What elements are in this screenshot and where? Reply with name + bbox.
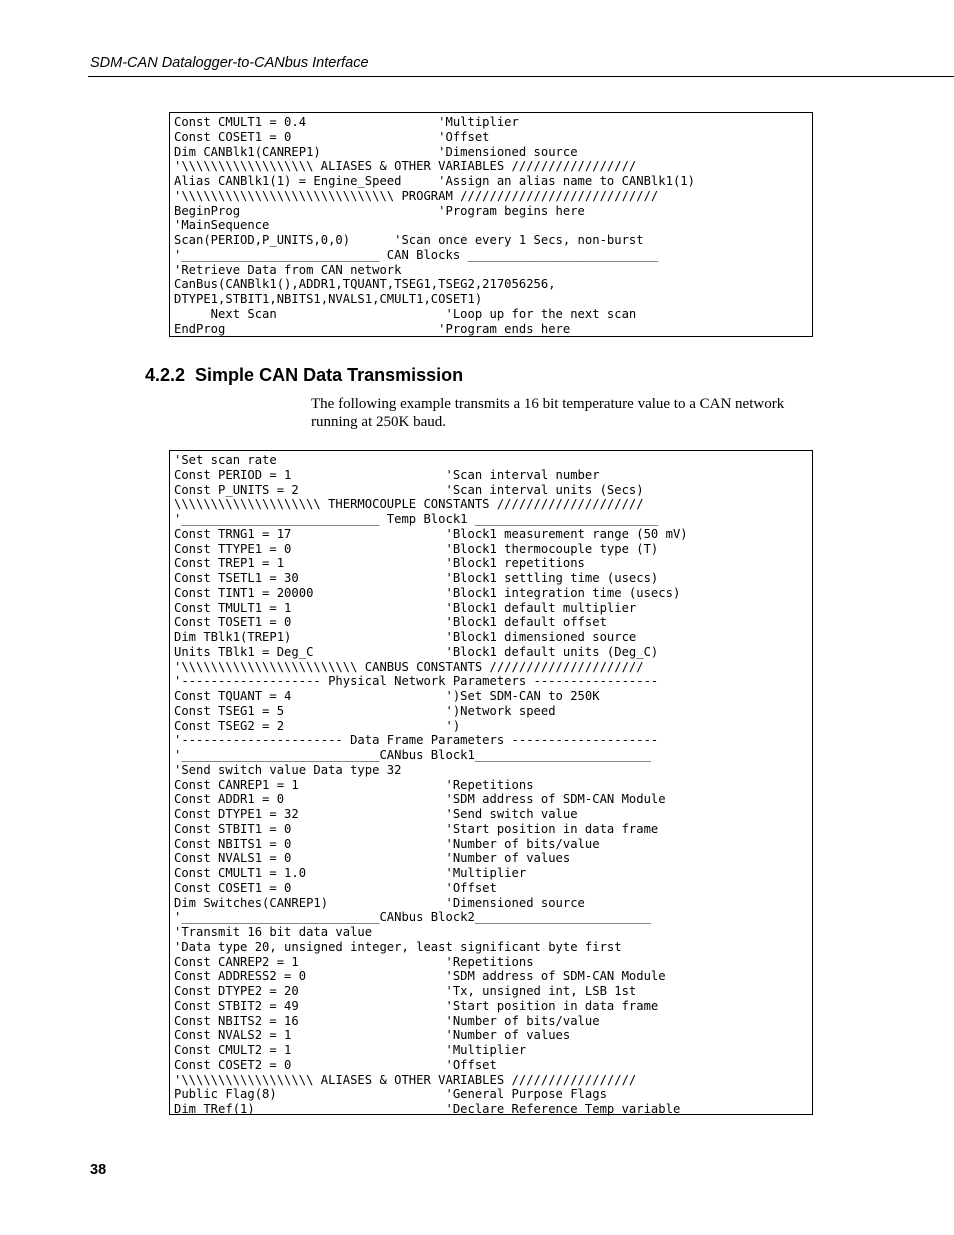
code-listing-1-line: '\\\\\\\\\\\\\\\\\\ ALIASES & OTHER VARIABLES /////////////////: [174, 159, 637, 174]
code-listing-2-line: '___________________________CANbus Block2________________________: [174, 910, 651, 925]
code-listing-1-line: 'Retrieve Data from CAN network: [174, 262, 402, 277]
code-listing-2-text: [174, 453, 812, 1117]
section-heading: [145, 365, 463, 386]
section-intro-paragraph: The following example transmits a 16 bit temperature value to a CAN network running at 250K baud.: [311, 396, 785, 430]
code-listing-2-line: Const CANREP2 = 1 'Repetitions: [174, 954, 534, 969]
code-listing-2-line: '------------------- Physical Network Parameters -----------------: [174, 674, 659, 689]
code-listing-2-line: '\\\\\\\\\\\\\\\\\\ ALIASES & OTHER VARIABLES /////////////////: [174, 1072, 637, 1087]
code-listing-2-line: Const NBITS2 = 16 'Number of bits/value: [174, 1013, 600, 1028]
code-listing-2-line: Const TSEG1 = 5 ')Network speed: [174, 703, 556, 718]
code-listing-2-line: 'Send switch value Data type 32: [174, 762, 402, 777]
code-listing-2-line: Const DTYPE1 = 32 'Send switch value: [174, 807, 578, 821]
code-listing-2-line: Const NVALS2 = 1 'Number of values: [174, 1028, 571, 1043]
code-listing-2-line: Dim TBlk1(TREP1) 'Block1 dimensioned source: [174, 630, 637, 644]
code-listing-2-line: Const TTYPE1 = 0 'Block1 thermocouple type (T): [174, 541, 659, 556]
code-listing-2-line: Const TOSET1 = 0 'Block1 default offset: [174, 615, 607, 630]
code-listing-2-line: '---------------------- Data Frame Parameters --------------------: [174, 733, 659, 748]
code-listing-2-line: Units TBlk1 = Deg_C 'Block1 default units (Deg_C): [174, 644, 659, 659]
code-listing-2-line: Const STBIT2 = 49 'Start position in data frame: [174, 998, 659, 1013]
code-listing-1-line: '\\\\\\\\\\\\\\\\\\\\\\\\\\\\\ PROGRAM ///////////////////////////: [174, 188, 659, 203]
code-listing-2: [169, 450, 813, 1115]
code-listing-2-line: '___________________________CANbus Block1________________________: [174, 748, 651, 762]
code-listing-2-line: Public Flag(8) 'General Purpose Flags: [174, 1087, 607, 1102]
code-listing-2-line: Const TREP1 = 1 'Block1 repetitions: [174, 556, 585, 571]
code-listing-2-line: Const CANREP1 = 1 'Repetitions: [174, 777, 534, 792]
code-listing-2-line: 'Set scan rate: [174, 453, 277, 467]
code-listing-2-line: 'Data type 20, unsigned integer, least significant byte first: [174, 939, 622, 954]
code-listing-1-line: DTYPE1,STBIT1,NBITS1,NVALS1,CMULT1,COSET1): [174, 292, 483, 306]
code-listing-2-line: Const TRNG1 = 17 'Block1 measurement range (50 mV): [174, 526, 688, 541]
code-listing-2-line: \\\\\\\\\\\\\\\\\\\\ THERMOCOUPLE CONSTANTS ////////////////////: [174, 497, 644, 512]
code-listing-2-line: Const DTYPE2 = 20 'Tx, unsigned int, LSB 1st: [174, 984, 637, 998]
code-listing-1-line: Const CMULT1 = 0.4 'Multiplier: [174, 115, 519, 129]
code-listing-2-line: Const CMULT1 = 1.0 'Multiplier: [174, 866, 527, 880]
code-listing-2-line: '\\\\\\\\\\\\\\\\\\\\\\\\ CANBUS CONSTANTS /////////////////////: [174, 659, 644, 674]
code-listing-2-line: Const NBITS1 = 0 'Number of bits/value: [174, 836, 600, 851]
code-listing-2-line: Const TINT1 = 20000 'Block1 integration time (usecs): [174, 585, 681, 600]
code-listing-2-line: Dim Switches(CANREP1) 'Dimensioned source: [174, 895, 585, 910]
header-rule: [88, 76, 954, 77]
code-listing-2-line: '___________________________ Temp Block1 _________________________: [174, 512, 659, 526]
code-listing-2-line: Const P_UNITS = 2 'Scan interval units (Secs): [174, 482, 644, 497]
code-listing-1-line: EndProg 'Program ends here: [174, 321, 571, 336]
section-title: Simple CAN Data Transmission: [195, 365, 464, 385]
code-listing-1-line: Const COSET1 = 0 'Offset: [174, 129, 490, 144]
code-listing-2-line: Const COSET2 = 0 'Offset: [174, 1057, 497, 1072]
code-listing-1-line: Scan(PERIOD,P_UNITS,0,0) 'Scan once every 1 Secs, non-burst: [174, 233, 644, 247]
code-listing-1-line: BeginProg 'Program begins here: [174, 203, 585, 218]
code-listing-2-line: Const ADDRESS2 = 0 'SDM address of SDM-CAN Module: [174, 969, 666, 984]
code-listing-1-text: [174, 115, 812, 336]
code-listing-2-line: Const STBIT1 = 0 'Start position in data frame: [174, 821, 659, 836]
section-number: 4.2.2: [145, 365, 186, 385]
code-listing-2-line: Const CMULT2 = 1 'Multiplier: [174, 1043, 527, 1057]
code-listing-1-line: Next Scan 'Loop up for the next scan: [174, 306, 637, 321]
code-listing-2-line: Const TMULT1 = 1 'Block1 default multiplier: [174, 600, 637, 615]
code-listing-2-line: Const TSETL1 = 30 'Block1 settling time (usecs): [174, 571, 659, 585]
code-listing-2-line: Const NVALS1 = 0 'Number of values: [174, 851, 571, 866]
code-listing-2-line: Dim TRef(1) 'Declare Reference Temp variable: [174, 1102, 681, 1116]
code-listing-2-line: Const TQUANT = 4 ')Set SDM-CAN to 250K: [174, 689, 600, 703]
code-listing-2-line: 'Transmit 16 bit data value: [174, 925, 373, 939]
code-listing-2-line: Const ADDR1 = 0 'SDM address of SDM-CAN Module: [174, 792, 666, 807]
code-listing-2-line: Const COSET1 = 0 'Offset: [174, 880, 497, 895]
code-listing-1-line: CanBus(CANBlk1(),ADDR1,TQUANT,TSEG1,TSEG2,217056256,: [174, 277, 556, 292]
code-listing-2-line: Const TSEG2 = 2 '): [174, 718, 461, 733]
code-listing-1-line: '___________________________ CAN Blocks __________________________: [174, 247, 659, 262]
code-listing-1-line: 'MainSequence: [174, 218, 270, 233]
code-listing-1: [169, 112, 813, 337]
page-number: 38: [90, 1162, 107, 1178]
code-listing-1-line: Alias CANBlk1(1) = Engine_Speed 'Assign an alias name to CANBlk1(1): [174, 174, 695, 188]
code-listing-1-line: Dim CANBlk1(CANREP1) 'Dimensioned source: [174, 144, 578, 159]
running-header: SDM-CAN Datalogger-to-CANbus Interface: [90, 55, 369, 71]
code-listing-2-line: Const PERIOD = 1 'Scan interval number: [174, 467, 600, 482]
